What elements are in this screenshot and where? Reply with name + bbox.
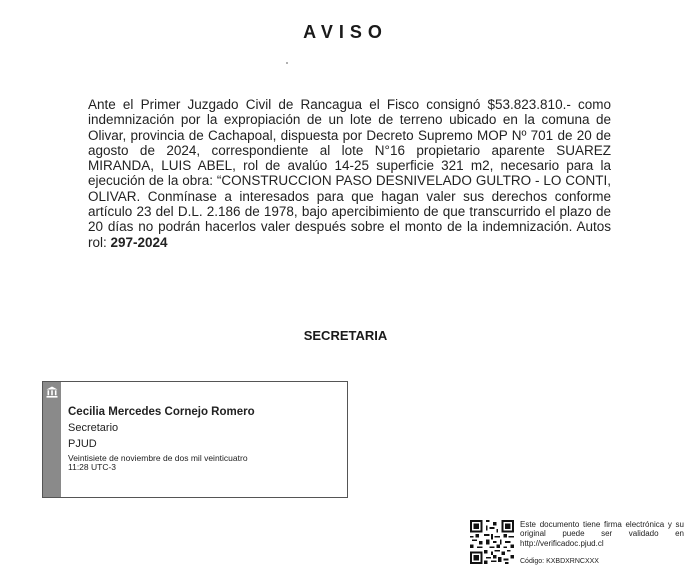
notice-title: AVISO	[303, 22, 388, 42]
qr-code-icon	[470, 520, 514, 564]
signature-date: Veintisiete de noviembre de dos mil veinticuatro	[68, 453, 248, 463]
signature-timestamp	[68, 454, 248, 472]
electronic-signature-box	[42, 381, 348, 498]
verification-text: Este documento tiene firma electrónica y su original puede ser validado en http://verificadoc.pjud.cl	[520, 520, 684, 548]
scan-speck	[286, 62, 288, 64]
notice-body-text: Ante el Primer Juzgado Civil de Rancagua el Fisco consignó $53.823.810.- como indemnización por la expropiación de un lote de terreno ubicado en la comuna de Olivar, provincia de Cachapoal, dispuesta por Decreto Supremo MOP Nº 701 de 20 de agosto de 2024, correspondiente al lote N°16 propietario aparente SUAREZ MIRANDA, LUIS ABEL, rol de avalúo 14-25 superficie 321 m2, necesario para la ejecución de la obra: “CONSTRUCCION PASO DESNIVELADO GULTRO - LO CONTI, OLIVAR. Conmínase a interesados para que hagan valer sus derechos conforme artículo 23 del D.L. 2.186 de 1978, bajo apercibimiento de que transcurrido el plazo de 20 días no podrán hacerlos valer después sobre el monto de la indemnización. Autos rol:	[88, 97, 611, 250]
signer-role: Secretario	[68, 422, 119, 434]
section-title: SECRETARIA	[303, 328, 388, 343]
notice-body	[88, 97, 611, 250]
signer-organization: PJUD	[68, 438, 97, 450]
institution-icon	[46, 386, 58, 398]
verification-code: Código: KXBDXRNCXXX	[520, 558, 599, 565]
signer-name: Cecilia Mercedes Cornejo Romero	[68, 406, 255, 418]
signature-time: 11:28 UTC-3	[68, 462, 117, 472]
signature-sidebar	[43, 382, 61, 497]
case-number: 297-2024	[110, 234, 168, 250]
